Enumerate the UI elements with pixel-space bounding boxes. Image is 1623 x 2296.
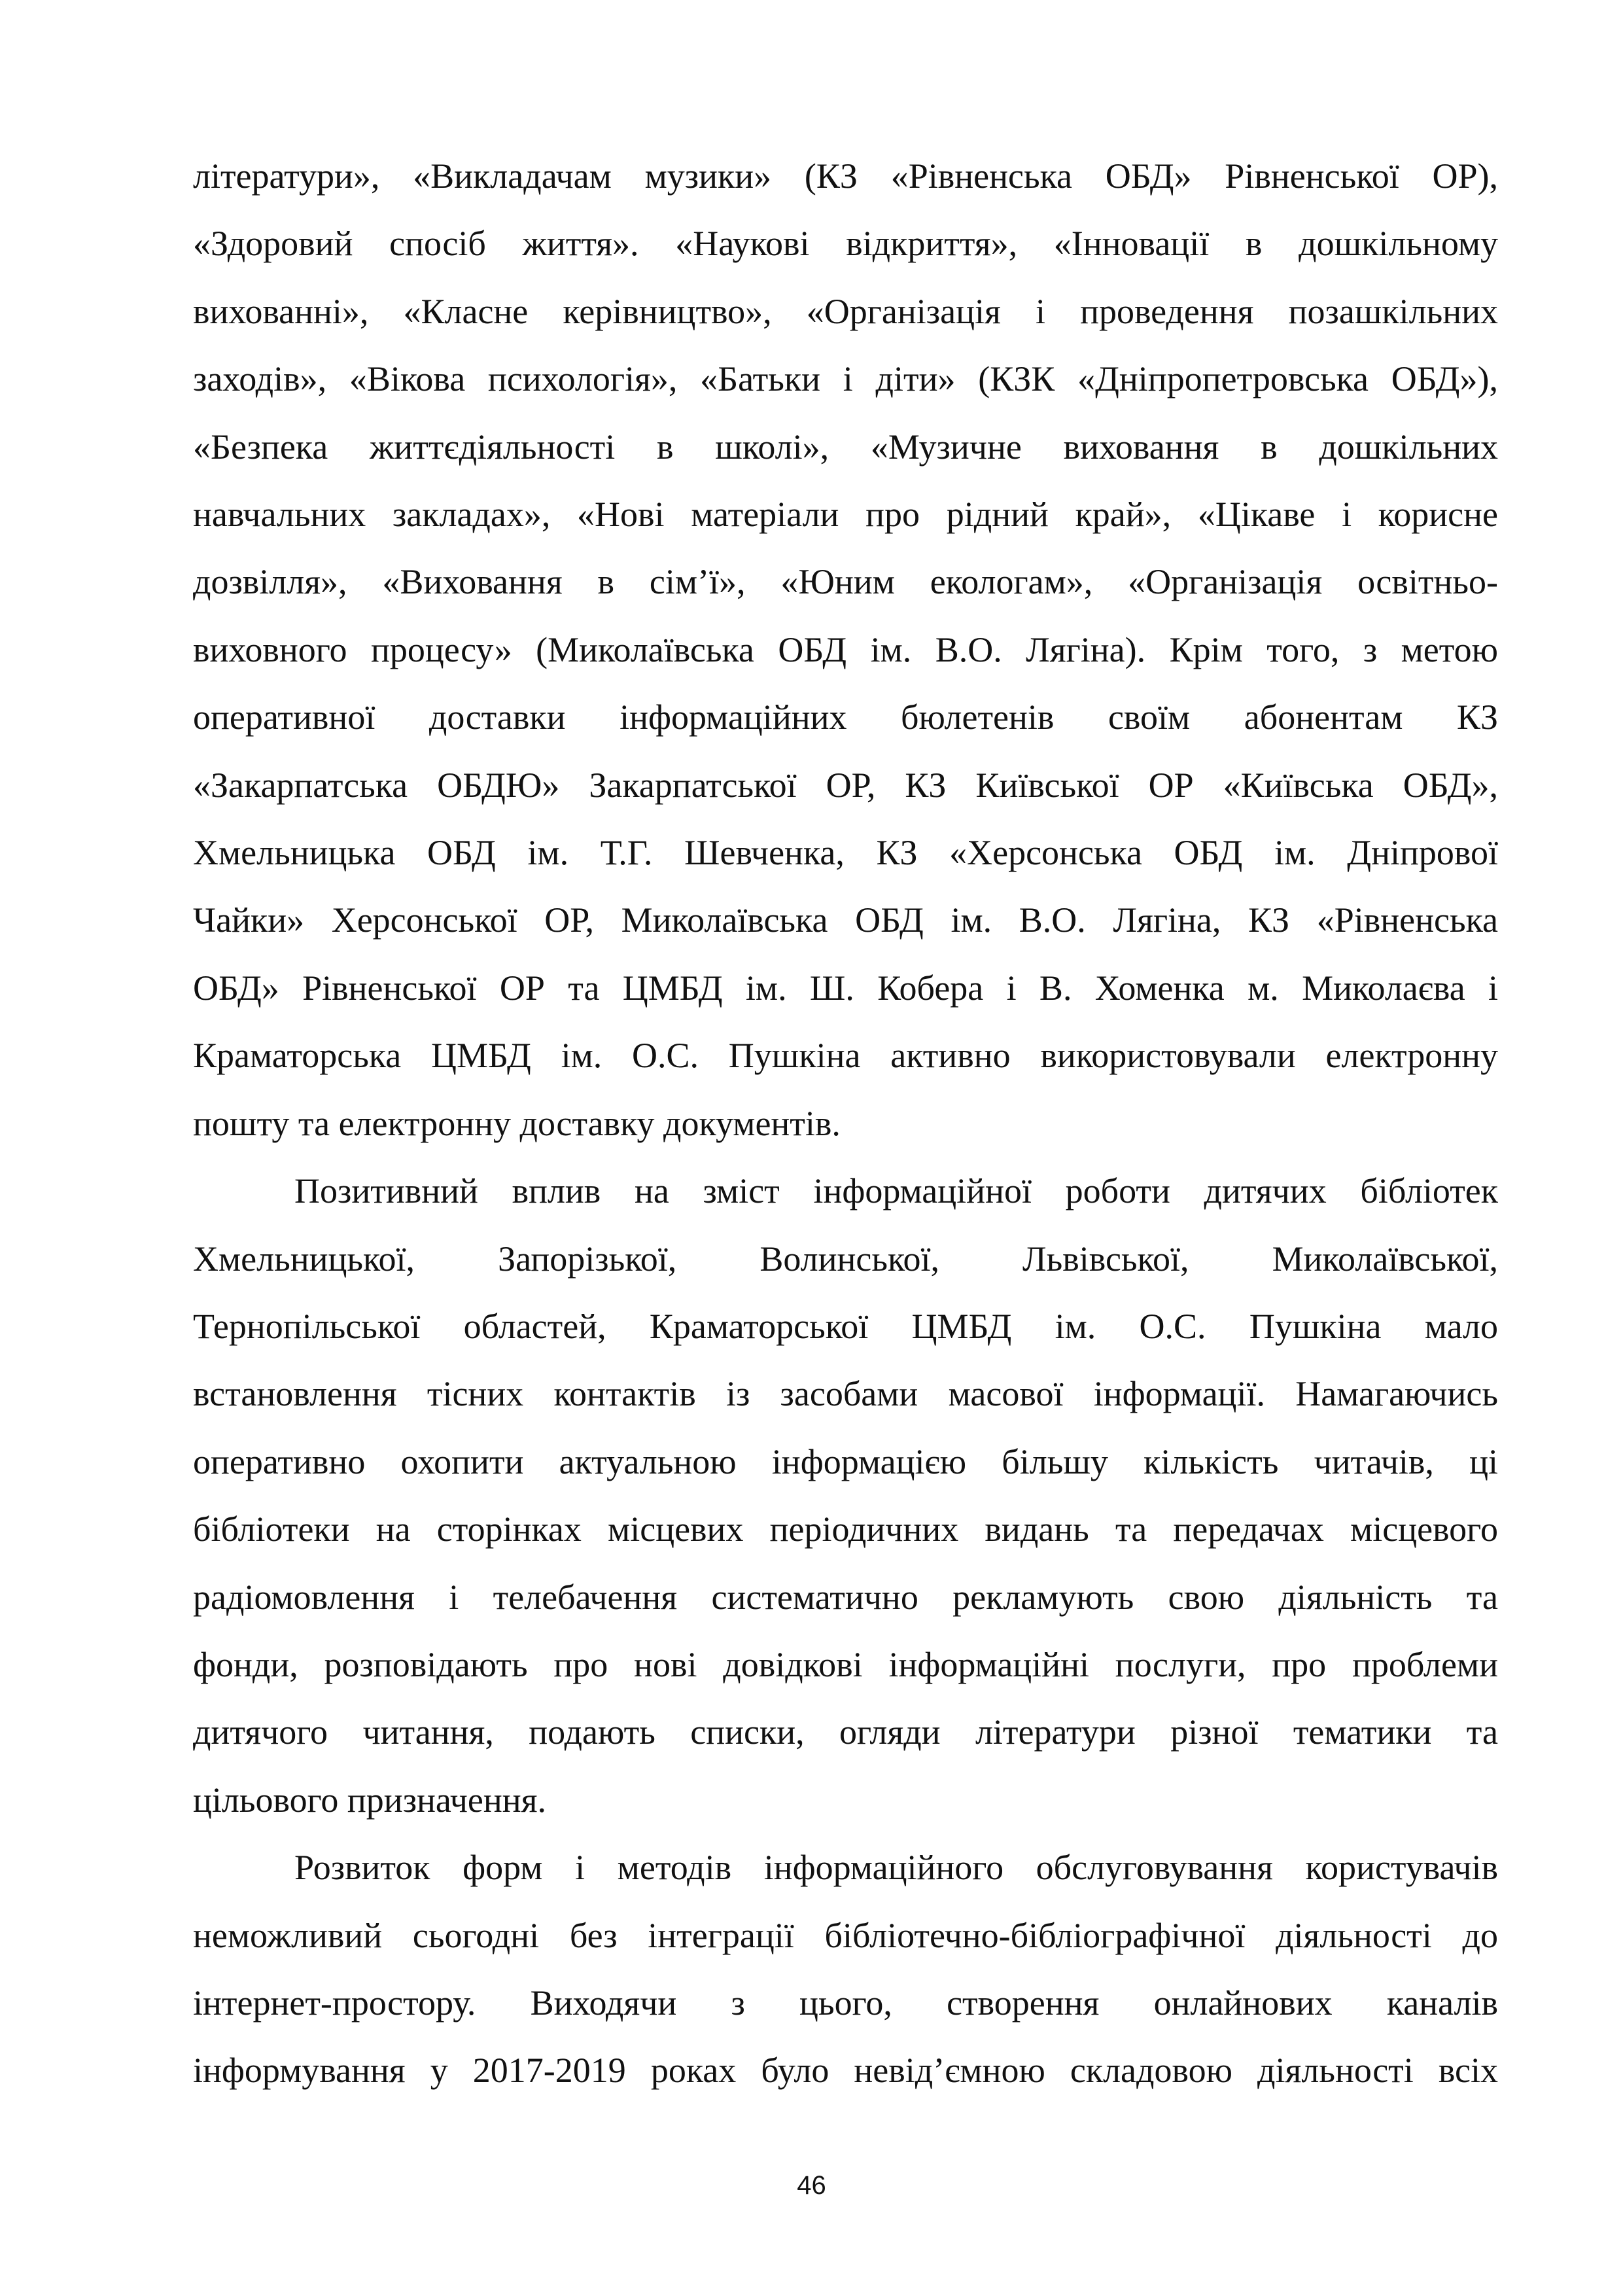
text-line: Позитивний вплив на зміст інформаційної роботи дитячих бібліотек bbox=[294, 1171, 1498, 1211]
paragraph-3 bbox=[193, 1834, 1498, 2105]
text-line: «Закарпатська ОБДЮ» Закарпатської ОР, КЗ Київської ОР «Київська ОБД», bbox=[193, 765, 1498, 805]
paragraph-1 bbox=[193, 143, 1498, 1157]
text-line: вихованні», «Класне керівництво», «Організація і проведення позашкільних bbox=[193, 291, 1498, 331]
text-line: заходів», «Вікова психологія», «Батьки і діти» (КЗК «Дніпропетровська ОБД»), bbox=[193, 359, 1498, 399]
text-line: «Безпека життєдіяльності в школі», «Музичне виховання в дошкільних bbox=[193, 427, 1498, 467]
text-line: інтернет-простору. Виходячи з цього, створення онлайнових каналів bbox=[193, 1983, 1498, 2022]
text-line: встановлення тісних контактів із засобами масової інформації. Намагаючись bbox=[193, 1374, 1498, 1414]
text-line: цільового призначення. bbox=[193, 1780, 546, 1820]
text-line: навчальних закладах», «Нові матеріали про рідний край», «Цікаве і корисне bbox=[193, 495, 1498, 535]
paragraph-2 bbox=[193, 1157, 1498, 1834]
text-line: виховного процесу» (Миколаївська ОБД ім. В.О. Лягіна). Крім того, з метою bbox=[193, 629, 1498, 669]
text-line: «Здоровий спосіб життя». «Наукові відкриття», «Інновації в дошкільному bbox=[193, 224, 1498, 264]
body-text bbox=[193, 143, 1498, 2105]
text-line: пошту та електронну доставку документів. bbox=[193, 1103, 841, 1143]
text-line: Краматорська ЦМБД ім. О.С. Пушкіна активно використовували електронну bbox=[193, 1036, 1498, 1076]
text-line: Тернопільської областей, Краматорської ЦМБД ім. О.С. Пушкіна мало bbox=[193, 1306, 1498, 1346]
text-line: радіомовлення і телебачення систематично рекламують свою діяльність та bbox=[193, 1577, 1498, 1617]
text-line: Чайки» Херсонської ОР, Миколаївська ОБД ім. В.О. Лягіна, КЗ «Рівненська bbox=[193, 900, 1498, 940]
text-line: дозвілля», «Виховання в сім’ї», «Юним екологам», «Організація освітньо- bbox=[193, 562, 1498, 602]
text-line: Розвиток форм і методів інформаційного обслуговування користувачів bbox=[294, 1848, 1498, 1888]
text-line: оперативно охопити актуальною інформацією більшу кількість читачів, ці bbox=[193, 1441, 1498, 1481]
text-line: Хмельницька ОБД ім. Т.Г. Шевченка, КЗ «Херсонська ОБД ім. Дніпрової bbox=[193, 833, 1498, 873]
text-line: літератури», «Викладачам музики» (КЗ «Рівненська ОБД» Рівненської ОР), bbox=[193, 156, 1498, 196]
page-number: 46 bbox=[797, 2171, 826, 2200]
text-line: неможливий сьогодні без інтеграції бібліотечно-бібліографічної діяльності до bbox=[193, 1915, 1498, 1955]
text-line: Хмельницької, Запорізької, Волинської, Львівської, Миколаївської, bbox=[193, 1239, 1498, 1279]
text-line: ОБД» Рівненської ОР та ЦМБД ім. Ш. Кобера і В. Хоменка м. Миколаєва і bbox=[193, 968, 1498, 1008]
text-line: оперативної доставки інформаційних бюлетенів своїм абонентам КЗ bbox=[193, 698, 1498, 737]
text-line: інформування у 2017-2019 роках було невід’ємною складовою діяльності всіх bbox=[193, 2051, 1498, 2091]
text-line: бібліотеки на сторінках місцевих періодичних видань та передачах місцевого bbox=[193, 1510, 1498, 1549]
text-line: дитячого читання, подають списки, огляди літератури різної тематики та bbox=[193, 1712, 1498, 1752]
text-line: фонди, розповідають про нові довідкові інформаційні послуги, про проблеми bbox=[193, 1644, 1498, 1684]
